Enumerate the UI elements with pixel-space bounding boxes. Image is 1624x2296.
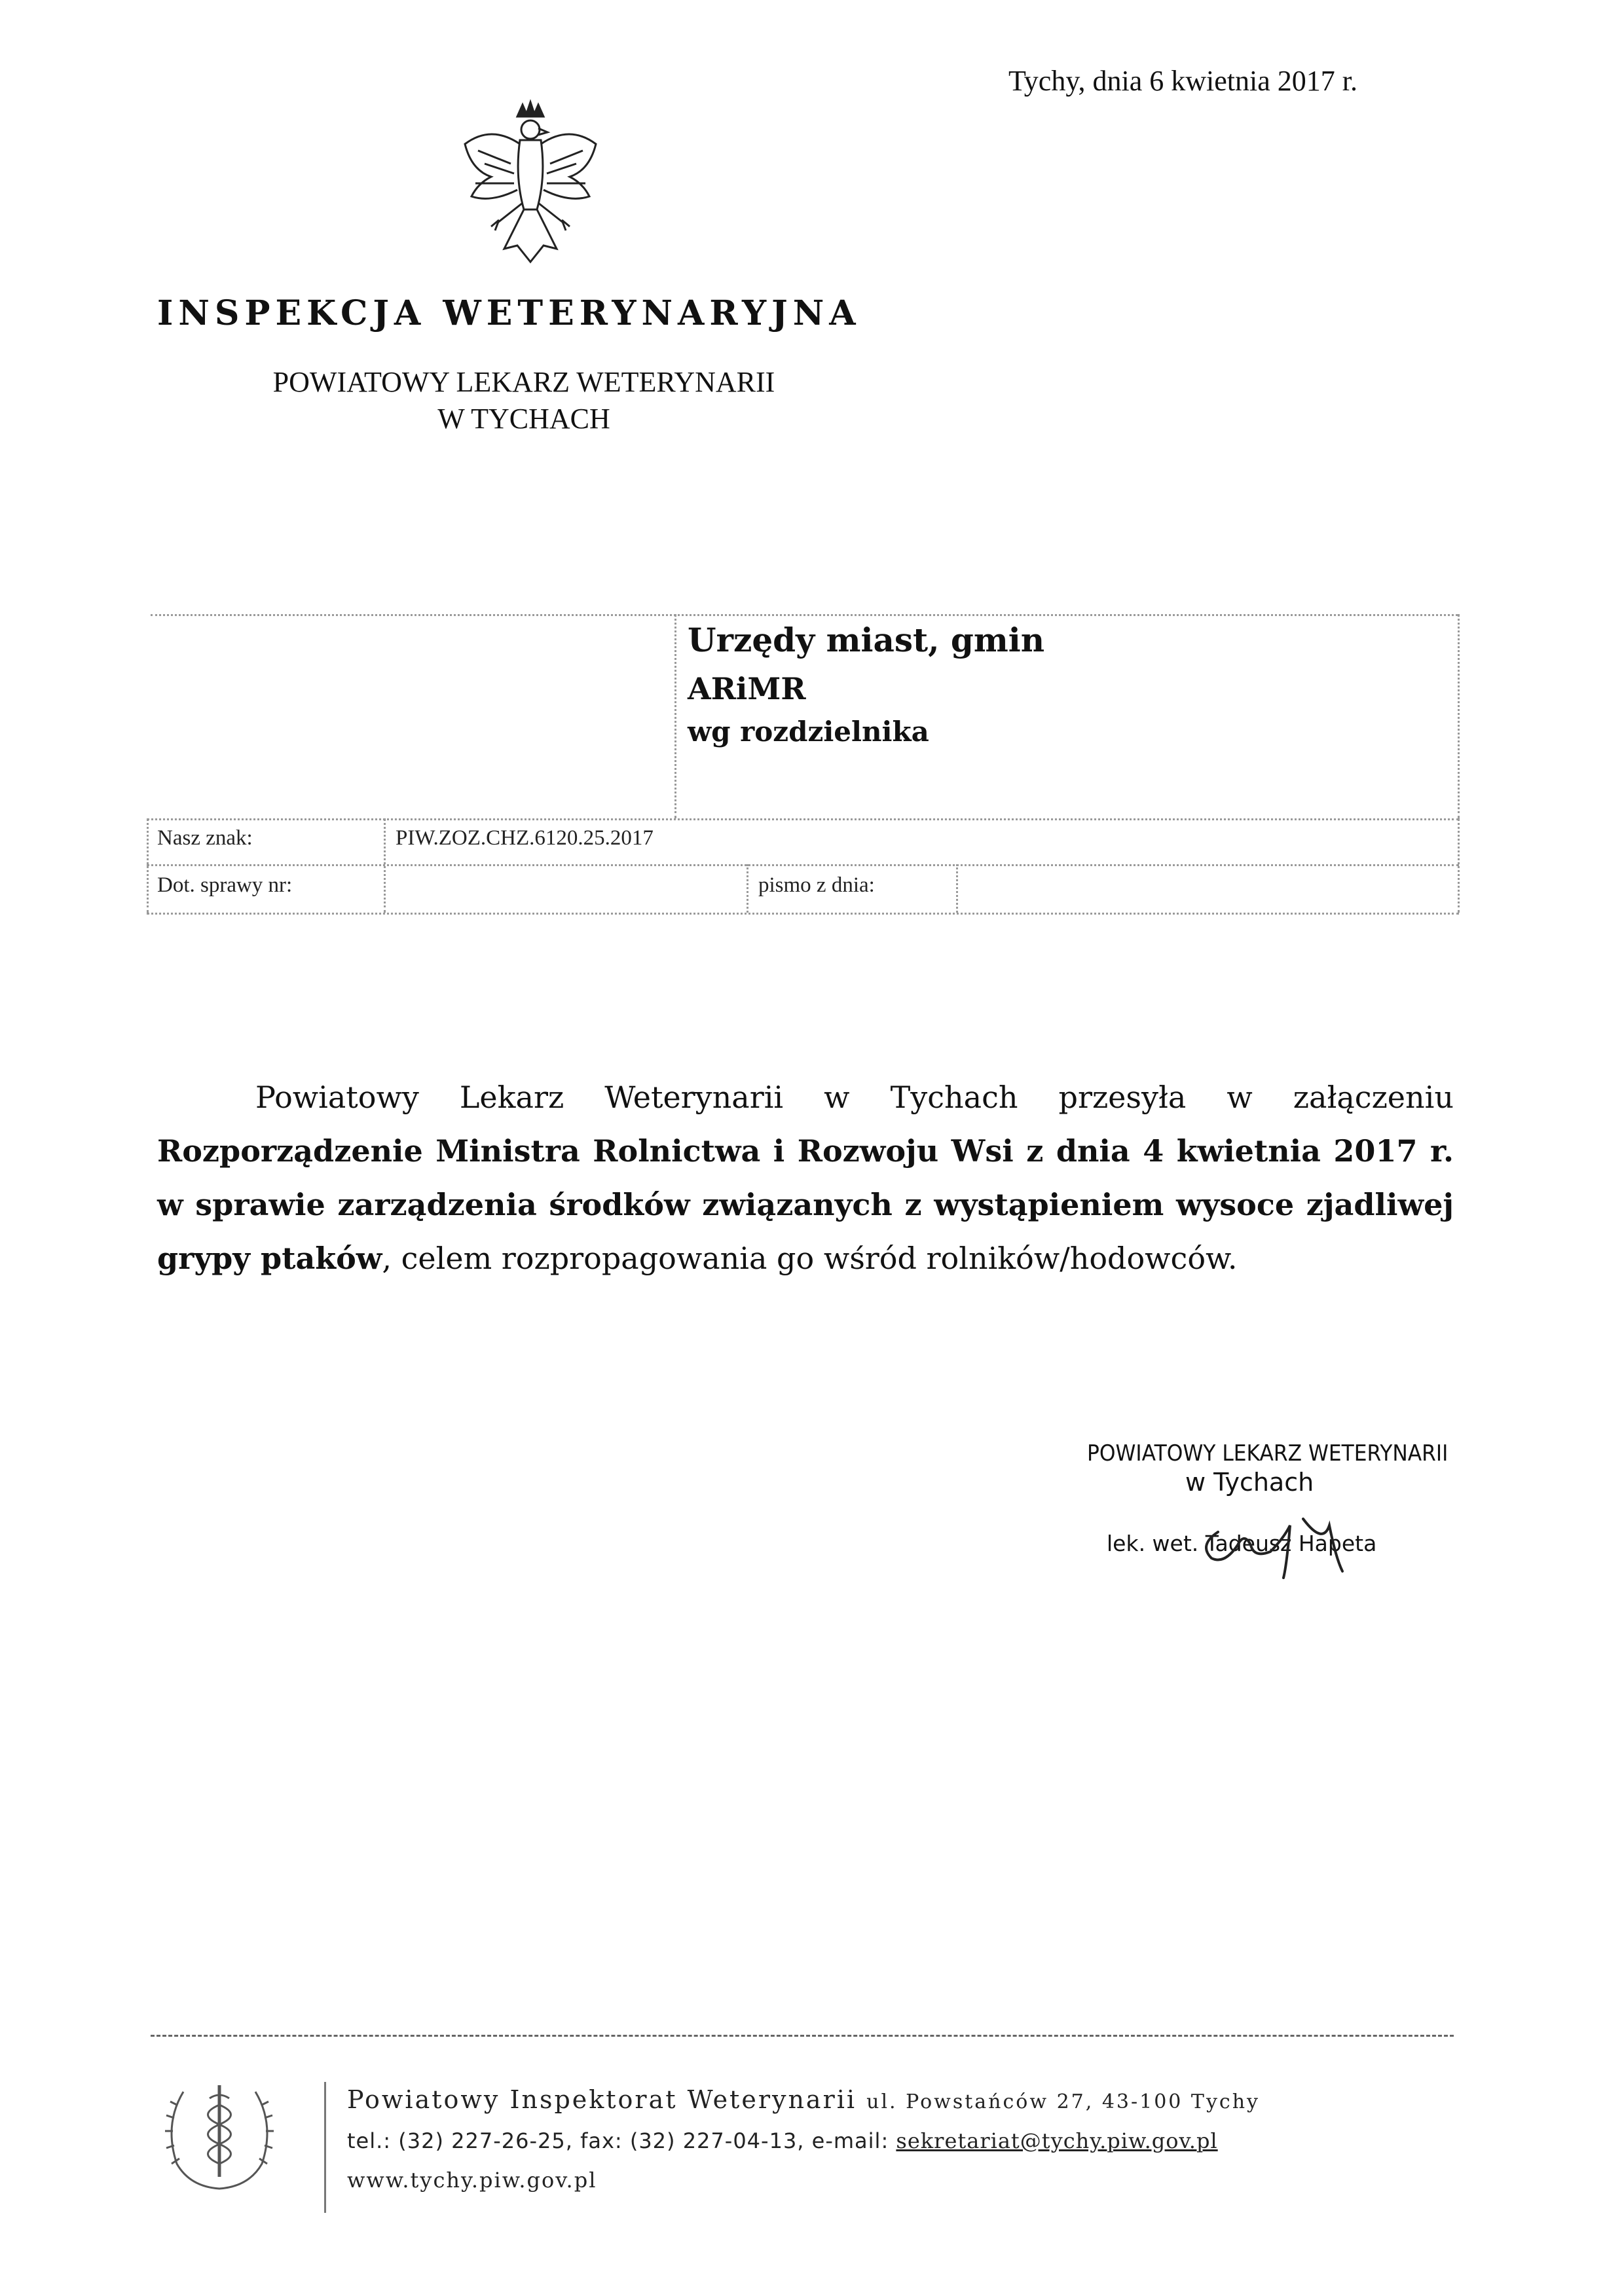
document-date: Tychy, dnia 6 kwietnia 2017 r.	[1008, 65, 1357, 97]
ref-table-vline-left	[147, 818, 149, 913]
address-box-left	[674, 614, 676, 818]
veterinary-caduceus-logo-icon	[157, 2072, 282, 2196]
ref-table-vline-2	[747, 864, 748, 913]
handwritten-signature-icon	[1192, 1506, 1388, 1584]
footer-divider	[151, 2035, 1454, 2037]
letter-body	[157, 1070, 1454, 1285]
recipient-line-3: wg rozdzielnika	[688, 716, 929, 748]
polish-eagle-emblem-icon	[452, 98, 609, 282]
address-box-top	[151, 614, 1458, 616]
recipient-address	[688, 621, 1044, 748]
footer-address: ul. Powstańców 27, 43-100 Tychy	[866, 2090, 1260, 2113]
case-no-label: Dot. sprawy nr:	[157, 873, 293, 897]
body-outro: , celem rozpropagowania go wśród rolników/hodowców.	[382, 1241, 1238, 1276]
recipient-line-2: ARiMR	[688, 671, 806, 706]
office-name	[183, 364, 864, 437]
ref-table-rule-2	[147, 864, 1459, 866]
footer-line-1	[347, 2085, 1260, 2114]
address-box-right	[1458, 614, 1460, 818]
footer-website-link[interactable]: www.tychy.piw.gov.pl	[347, 2168, 597, 2193]
body-bold: Rozporządzenie Ministra Rolnictwa i Rozwoju Wsi z dnia 4 kwietnia 2017 r. w sprawie zarządzenia środków związanych z wystąpieniem wysoce zjadliwej grypy ptaków	[157, 1133, 1454, 1276]
footer-email-link[interactable]: sekretariat@tychy.piw.gov.pl	[896, 2128, 1218, 2153]
institution-name: INSPEKCJA WETERYNARYJNA	[157, 293, 861, 333]
footer-contact	[347, 2085, 1260, 2193]
ref-table-vline-1	[384, 818, 386, 913]
ref-table-vline-3	[956, 864, 958, 913]
signature-title-2: w Tychach	[1185, 1468, 1314, 1497]
signature-name: lek. wet. Tadeusz Hapeta	[1107, 1531, 1377, 1556]
office-line-1: POWIATOWY LEKARZ WETERYNARII	[272, 366, 775, 398]
office-line-2: W TYCHACH	[437, 403, 610, 435]
footer-vertical-bar	[324, 2082, 326, 2213]
ref-table-rule-1	[147, 818, 1459, 820]
our-ref-label: Nasz znak:	[157, 826, 253, 850]
footer-phone-fax: tel.: (32) 227-26-25, fax: (32) 227-04-13, e-mail:	[347, 2128, 896, 2153]
ref-table-vline-right	[1458, 818, 1460, 913]
footer-line-2	[347, 2128, 1260, 2153]
body-intro: Powiatowy Lekarz Weterynarii w Tychach przesyła w załączeniu	[255, 1080, 1454, 1115]
our-ref-value: PIW.ZOZ.CHZ.6120.25.2017	[396, 826, 654, 850]
ref-table-rule-3	[147, 913, 1459, 915]
signature-title-1: POWIATOWY LEKARZ WETERYNARII	[1087, 1440, 1449, 1467]
footer-office-name: Powiatowy Inspektorat Weterynarii	[347, 2085, 857, 2114]
letter-date-label: pismo z dnia:	[758, 873, 875, 897]
recipient-line-1: Urzędy miast, gmin	[688, 621, 1045, 659]
